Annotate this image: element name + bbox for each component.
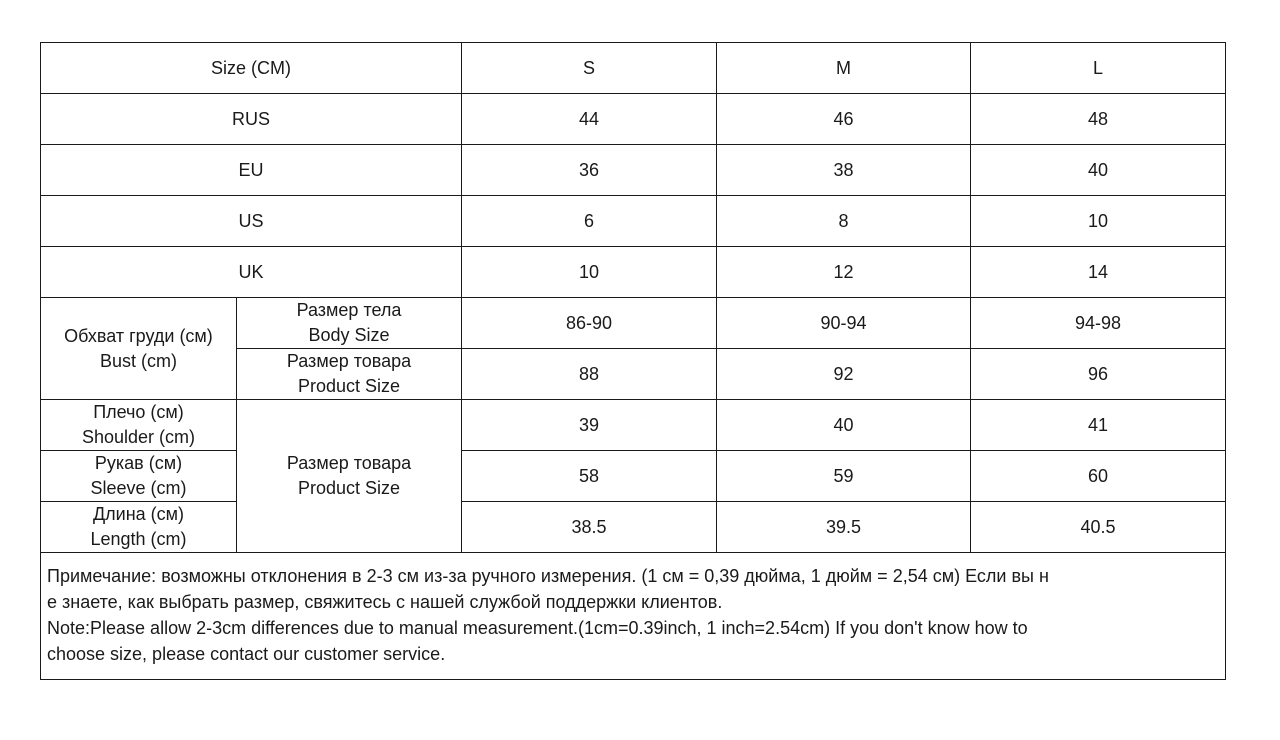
table-cell: 39 [462,400,717,451]
table-cell: 59 [717,451,971,502]
bust-product-size-label-ru: Размер товара [286,351,412,371]
table-cell: 6 [462,196,717,247]
table-cell: 40 [717,400,971,451]
table-cell: 8 [717,196,971,247]
table-cell: 38 [717,145,971,196]
shoulder-label [41,400,237,451]
table-cell: 40 [971,145,1226,196]
table-cell: 46 [717,94,971,145]
note-line-ru-1: Примечание: возможны отклонения в 2-3 см из-за ручного измерения. (1 см = 0,39 дюйма, 1 дюйм = 2,54 см) Если вы н [47,566,1049,586]
size-header-s: S [462,43,717,94]
table-cell: 36 [462,145,717,196]
table-cell: 38.5 [462,502,717,553]
note-line-en-2: choose size, please contact our customer service. [47,644,446,664]
table-cell: 58 [462,451,717,502]
size-table [40,42,1226,680]
table-cell: 88 [462,349,717,400]
table-cell: 48 [971,94,1226,145]
table-cell: 41 [971,400,1226,451]
row-label-rus: RUS [41,94,462,145]
note-row [41,553,1226,680]
note-line-ru-2: е знаете, как выбрать размер, свяжитесь с нашей службой поддержки клиентов. [47,592,723,612]
table-row [41,94,1226,145]
length-label-ru: Длина (см) [92,504,185,524]
table-cell: 96 [971,349,1226,400]
bust-label [41,298,237,400]
table-cell: 12 [717,247,971,298]
product-size-group-label [237,400,462,553]
table-row [41,298,1226,349]
header-row [41,43,1226,94]
size-chart [40,42,1225,680]
table-cell: 90-94 [717,298,971,349]
table-cell: 94-98 [971,298,1226,349]
table-row [41,145,1226,196]
body-size-label [237,298,462,349]
measurement-note [41,553,1226,680]
length-label [41,502,237,553]
table-cell: 40.5 [971,502,1226,553]
table-row [41,196,1226,247]
product-size-group-label-en: Product Size [297,478,401,498]
row-label-us: US [41,196,462,247]
table-cell: 39.5 [717,502,971,553]
size-header-m: M [717,43,971,94]
sleeve-label-ru: Рукав (см) [94,453,183,473]
length-label-en: Length (cm) [90,529,187,549]
bust-product-size-label [237,349,462,400]
bust-product-size-label-en: Product Size [297,376,401,396]
table-cell: 10 [462,247,717,298]
bust-label-en: Bust (cm) [99,350,177,371]
bust-label-ru: Обхват груди (см) [64,325,213,346]
table-cell: 86-90 [462,298,717,349]
table-row [41,400,1226,451]
table-cell: 92 [717,349,971,400]
table-row [41,247,1226,298]
row-label-eu: EU [41,145,462,196]
note-line-en-1: Note:Please allow 2-3cm differences due to manual measurement.(1cm=0.39inch, 1 inch=2.54cm) If you don't know how to [47,618,1028,638]
table-cell: 10 [971,196,1226,247]
sleeve-label-en: Sleeve (cm) [90,478,187,498]
body-size-label-ru: Размер тела [296,300,402,320]
sleeve-label [41,451,237,502]
shoulder-label-en: Shoulder (cm) [81,427,196,447]
body-size-label-en: Body Size [308,325,390,345]
table-row [41,502,1226,553]
size-header-label: Size (CM) [41,43,462,94]
product-size-group-label-ru: Размер товара [286,453,412,473]
table-cell: 44 [462,94,717,145]
size-header-l: L [971,43,1226,94]
table-row [41,451,1226,502]
table-cell: 14 [971,247,1226,298]
row-label-uk: UK [41,247,462,298]
table-cell: 60 [971,451,1226,502]
shoulder-label-ru: Плечо (см) [93,402,184,422]
